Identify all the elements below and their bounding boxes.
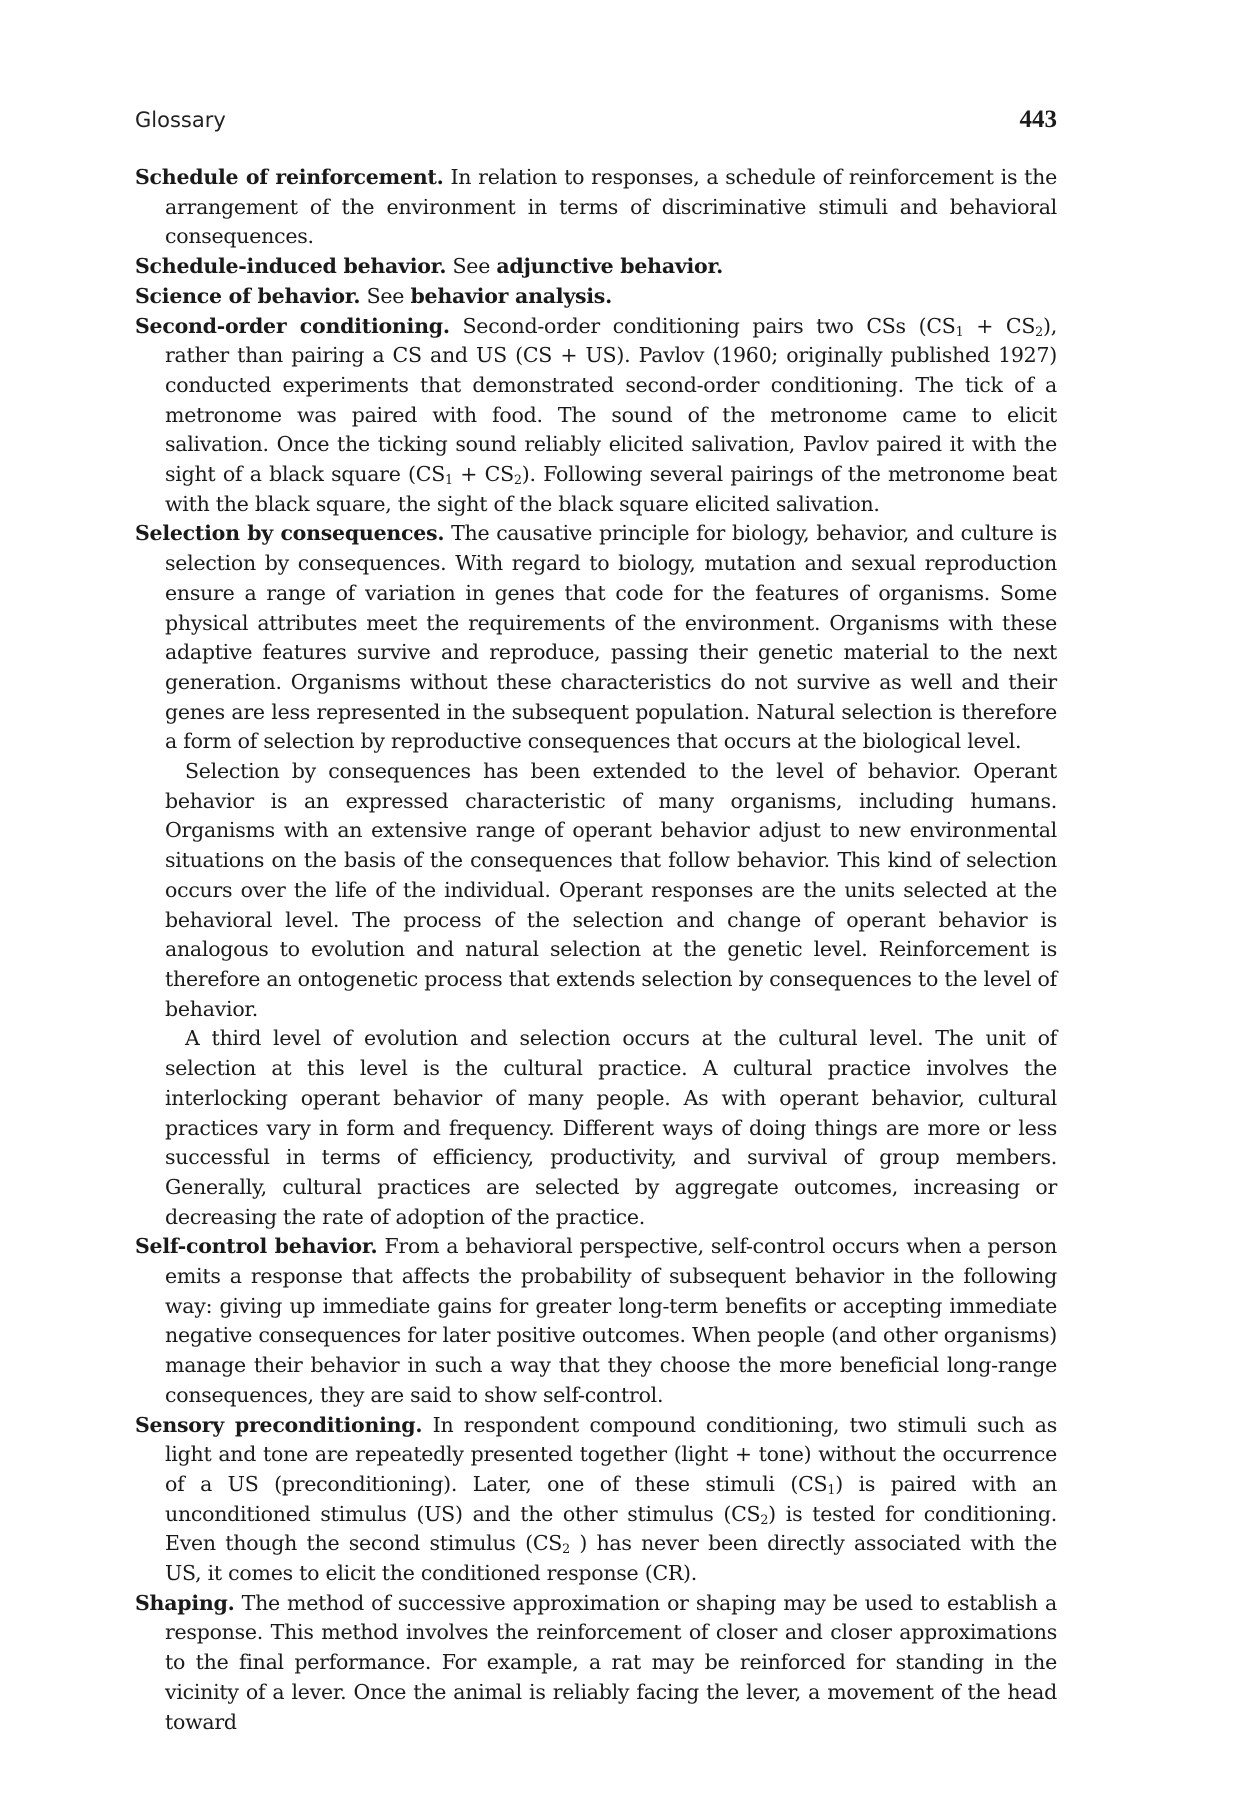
see-label: See bbox=[452, 254, 491, 279]
entry-definition: From a behavioral perspective, self-control occurs when a person emits a response that affects the probability of subsequent behavior in the following way: giving up immediate gains for greater long-term benefits or accepting immediate negative consequences for later positive outcomes. When people (and other organisms) manage their behavior in such a way that they choose the more beneficial long-range consequences, they are said to show self-control. bbox=[165, 1234, 1057, 1407]
entry-term: Shaping. bbox=[135, 1590, 235, 1615]
entry-schedule-induced-behavior bbox=[135, 252, 1057, 282]
entry-term: Sensory preconditioning. bbox=[135, 1412, 423, 1437]
entry-definition: In relation to responses, a schedule of reinforcement is the arrangement of the environment in terms of discriminative stimuli and behavioral consequences. bbox=[165, 165, 1057, 249]
entry-definition: Second-order conditioning pairs two CSs $(CS_1 + CS_2)$, rather than pairing a CS and US (CS + US). Pavlov (1960; originally published 1927) conducted experiments that demonstrated second-order conditioning. The tick of a metronome was paired with food. The sound of the metronome came to elicit salivation. Once the ticking sound reliably elicited salivation, Pavlov paired it with the sight of a black square $(CS_1 + CS_2)$. Following several pairings of the metronome beat with the black square, the sight of the black square elicited salivation. bbox=[165, 313, 1057, 516]
running-head bbox=[135, 104, 1057, 140]
page-number: 443 bbox=[1019, 106, 1057, 133]
entry-second-order-conditioning bbox=[135, 312, 1057, 520]
entry-shaping bbox=[135, 1589, 1057, 1738]
entry-term: Self-control behavior. bbox=[135, 1234, 378, 1259]
glossary-body bbox=[135, 163, 1057, 1737]
entry-definition: In respondent compound conditioning, two stimuli such as light and tone are repeatedly presented together (light + tone) without the occurrence of a US (preconditioning). Later, one of these stimuli $(CS_1)$ is paired with an unconditioned stimulus (US) and the other stimulus $(CS_2)$ is tested for conditioning. Even though the second stimulus ($CS_2$ ) has never been directly associated with the US, it comes to elicit the conditioned response (CR). bbox=[165, 1412, 1057, 1586]
entry-term: Schedule-induced behavior. bbox=[135, 254, 447, 279]
entry-definition: The method of successive approximation or shaping may be used to establish a response. This method involves the reinforcement of closer and closer approximations to the final performance. For example, a rat may be reinforced for standing in the vicinity of a lever. Once the animal is reliably facing the lever, a movement of the head toward bbox=[165, 1590, 1057, 1734]
see-label: See bbox=[366, 283, 405, 308]
entry-schedule-of-reinforcement bbox=[135, 163, 1057, 252]
entry-science-of-behavior bbox=[135, 282, 1057, 312]
entry-term: Schedule of reinforcement. bbox=[135, 165, 444, 189]
entry-continuation-paragraph: Selection by consequences has been extended to the level of behavior. Operant behavior is an expressed characteristic of many organisms, including humans. Organisms with an extensive range of operant behavior adjust to new environmental situations on the basis of the consequences that follow behavior. This kind of selection occurs over the life of the individual. Operant responses are the units selected at the behavioral level. The process of the selection and change of operant behavior is analogous to evolution and natural selection at the genetic level. Reinforcement is therefore an ontogenetic process that extends selection by consequences to the level of behavior. bbox=[165, 759, 1057, 1021]
entry-self-control-behavior bbox=[135, 1232, 1057, 1410]
running-head-title: Glossary bbox=[135, 108, 226, 132]
entry-term: Second-order conditioning. bbox=[135, 313, 450, 338]
cross-reference: adjunctive behavior. bbox=[496, 254, 724, 279]
entry-term: Science of behavior. bbox=[135, 283, 361, 308]
entry-sensory-preconditioning bbox=[135, 1411, 1057, 1589]
entry-continuation-paragraph: A third level of evolution and selection occurs at the cultural level. The unit of selection at this level is the cultural practice. A cultural practice involves the interlocking operant behavior of many people. As with operant behavior, cultural practices vary in form and frequency. Different ways of doing things are more or less successful in terms of efficiency, productivity, and survival of group members. Generally, cultural practices are selected by aggregate outcomes, increasing or decreasing the rate of adoption of the practice. bbox=[165, 1026, 1057, 1229]
cross-reference: behavior analysis. bbox=[410, 283, 612, 308]
entry-selection-by-consequences bbox=[135, 519, 1057, 757]
entry-definition: The causative principle for biology, behavior, and culture is selection by consequences. With regard to biology, mutation and sexual reproduction ensure a range of variation in genes that code for the features of organisms. Some physical attributes meet the requirements of the environment. Organisms with these adaptive features survive and reproduce, passing their genetic material to the next generation. Organisms without these characteristics do not survive as well and their genes are less represented in the subsequent population. Natural selection is therefore a form of selection by reproductive consequences that occurs at the biological level. bbox=[165, 521, 1057, 754]
entry-term: Selection by consequences. bbox=[135, 521, 445, 546]
